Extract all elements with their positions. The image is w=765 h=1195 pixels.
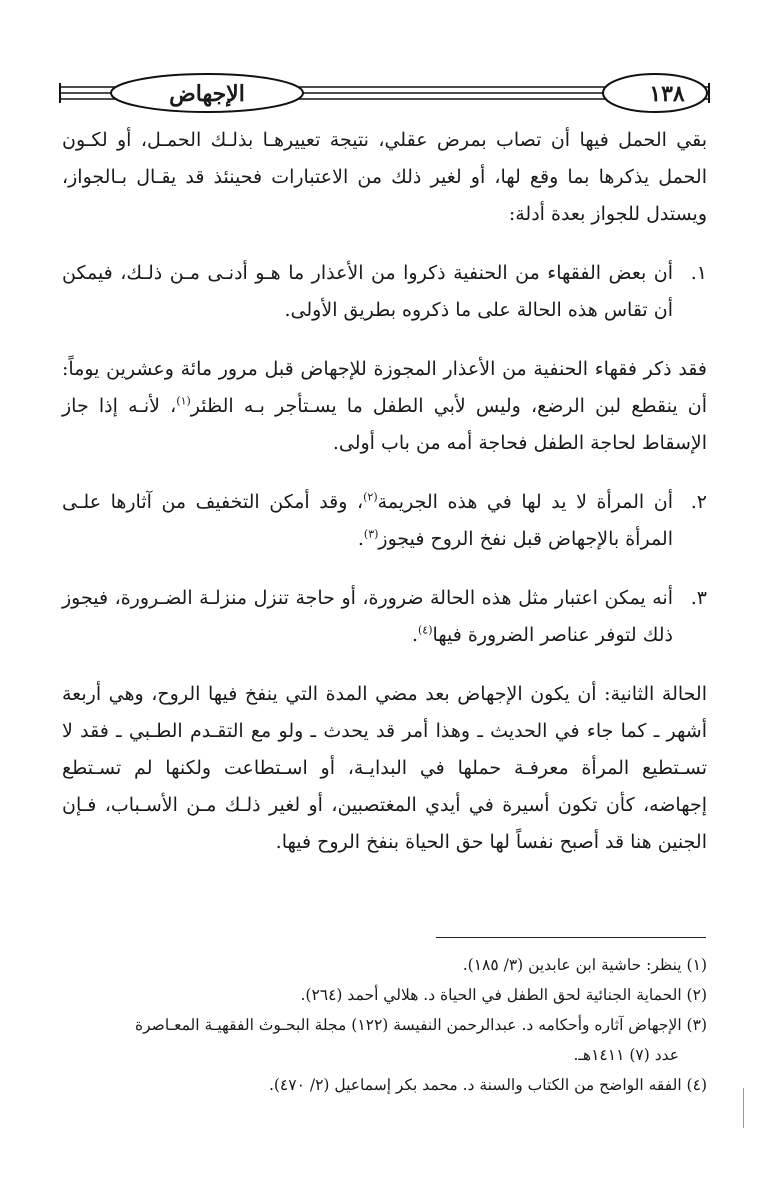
list-text: [62, 484, 673, 558]
footnote-separator: [436, 937, 706, 938]
list-number: ٣.: [690, 587, 707, 609]
text-segment: فقد ذكر فقهاء الحنفية من الأعذار المجوزة للإجهاض قبل مرور مائة وعشرين يوماً: أن ينقطع لبن الرضع، وليس لأبي الطفل ما يسـتأجر بـه الظئر: [62, 358, 708, 417]
text-segment: .: [357, 528, 364, 550]
footnote-ref-4: (٤): [417, 623, 433, 637]
footnote-3-continuation: عدد (٧) ١٤١١هـ.: [573, 1046, 679, 1064]
footnote-4: (٤) الفقه الواضح من الكتاب والسنة د. محمد بكر إسماعيل (٢/ ٤٧٠).: [268, 1076, 707, 1094]
running-head-title: الإجهاض: [169, 81, 245, 107]
list-number: ٢.: [690, 491, 707, 513]
page-number: ١٣٨: [649, 81, 685, 107]
footnote-ref-2: (٢): [363, 490, 378, 504]
evidence-item-2: [62, 484, 707, 558]
text-segment: ، لأنـه إذا جاز الإسقاط لحاجة الطفل فحاجة أمه من باب أولى.: [62, 395, 707, 454]
main-text: [62, 122, 707, 861]
paragraph-hanafi: [62, 351, 707, 462]
page-header: [52, 70, 717, 120]
footnote-3: (٣) الإجهاض آثاره وأحكامه د. عبدالرحمن النفيسة (١٢٢) مجلة البحـوث الفقهيـة المعـاصرة: [135, 1016, 707, 1034]
paragraph-intro: بقي الحمل فيها أن تصاب بمرض عقلي، نتيجة تعييرهـا بذلـك الحمـل، أو لكـون الحمل يذكرها بما وقع لها، أو لغير ذلك من الاعتبارات فحينئذ قد يقـال بـالجواز، ويستدل للجواز بعدة أدلة:: [62, 129, 708, 225]
footnote-1: (١) ينظر: حاشية ابن عابدين (٣/ ١٨٥).: [462, 956, 707, 974]
list-number: ١.: [690, 262, 707, 284]
list-text: أن بعض الفقهاء من الحنفية ذكروا من الأعذار ما هـو أدنـى مـن ذلـك، فيمكن أن تقاس هذه الحالة على ما ذكروه بطريق الأولى.: [62, 262, 673, 321]
text-segment: أنه يمكن اعتبار مثل هذه الحالة ضرورة، أو حاجة تنزل منزلـة الضـرورة، فيجوز ذلك لتوفر عناصر الضرورة فيها: [62, 587, 673, 646]
evidence-item-3: [62, 580, 707, 654]
text-segment: .: [411, 624, 418, 646]
scan-margin-mark: [743, 1088, 744, 1128]
paragraph-second-case: الحالة الثانية: أن يكون الإجهاض بعد مضي المدة التي ينفخ فيها الروح، وهي أربعة أشهر ـ كما جاء في الحديث ـ وهذا أمر قد يحدث ـ ولو مع التقـدم الطـبي ـ فقد لا تسـتطيع المرأة معرفـة حملها في البدايـة، أو اسـتطاعت ولكنها لم تسـتطع إجهاضه، كأن تكون أسيرة في أيدي المغتصبين، أو لغير ذلـك مـن الأسـباب، فـإن الجنين هنا قد أصبح نفساً لها حق الحياة بنفخ الروح فيها.: [62, 683, 707, 853]
text-segment: ، وقد أمكن التخفيف من آثارها علـى المرأة بالإجهاض قبل نفخ الروح فيجوز: [62, 491, 673, 550]
footnotes: [72, 950, 707, 1100]
evidence-item-1: [62, 255, 707, 329]
text-segment: أن المرأة لا يد لها في هذه الجريمة: [377, 491, 673, 513]
footnote-2: (٢) الحماية الجنائية لحق الطفل في الحياة د. هلالي أحمد (٢٦٤).: [300, 986, 707, 1004]
footnote-ref-3: (٣): [363, 527, 379, 541]
list-text: [62, 580, 673, 654]
footnote-ref-1: (١): [176, 394, 191, 408]
